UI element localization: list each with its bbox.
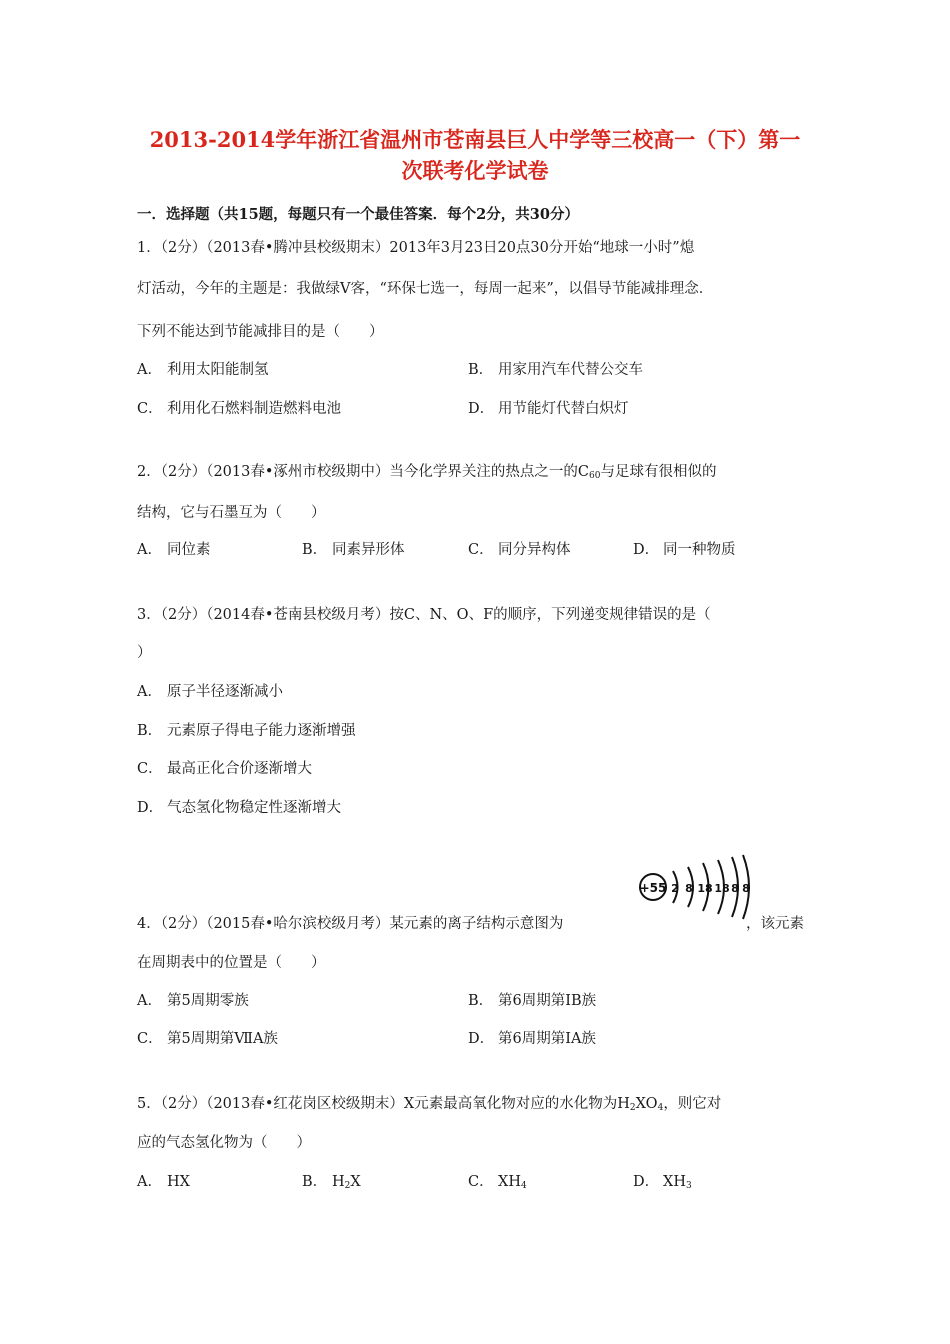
q4-option-b[interactable]: B． 第6周期第IB族 (468, 993, 597, 1009)
shell-3-electrons: 18 (697, 882, 713, 895)
q4-option-a[interactable]: A． 第5周期零族 (137, 993, 249, 1009)
q5-option-d[interactable]: D． $XH_3$ (633, 1174, 692, 1191)
q4-option-d[interactable]: D． 第6周期第IA族 (468, 1031, 596, 1047)
q3-option-a[interactable]: A． 原子半径逐渐减小 (137, 684, 283, 700)
q2-option-b[interactable]: B． 同素异形体 (302, 542, 405, 558)
section-heading: 一．选择题（共15题，每题只有一个最佳答案．每个2分，共30分） (137, 206, 579, 223)
q1-line-3: 下列不能达到节能减排目的是（ ） (137, 324, 384, 340)
shell-6-electrons: 8 (742, 882, 750, 895)
q4-line-1-end: ，该元素 (746, 916, 804, 932)
shell-2-electrons: 8 (685, 882, 693, 895)
q5-option-a[interactable]: A． HX (137, 1174, 190, 1190)
page-title (90, 124, 860, 186)
q1-line-2: 灯活动，今年的主题是：我做绿V客，“环保七选一，每周一起来”，以倡导节能减排理念． (137, 281, 714, 297)
q3-line-1: 3．（2分）（2014春•苍南县校级月考）按C、N、O、F的顺序，下列递变规律错误的是（ (137, 607, 711, 623)
q4-option-c[interactable]: C． 第5周期第ⅦA族 (137, 1031, 278, 1047)
q4-line-2: 在周期表中的位置是（ ） (137, 955, 326, 971)
q5-option-c[interactable]: C． $XH_4$ (468, 1174, 527, 1191)
shell-1-electrons: 2 (671, 882, 679, 895)
title-line-1: 2013-2014学年浙江省温州市苍南县巨人中学等三校高一（下）第一 (149, 127, 801, 152)
q3-option-b[interactable]: B． 元素原子得电子能力逐渐增强 (137, 723, 356, 739)
q1-option-b[interactable]: B． 用家用汽车代替公交车 (468, 362, 643, 378)
q3-line-2: ） (137, 645, 152, 661)
q2-option-c[interactable]: C． 同分异构体 (468, 542, 571, 558)
q2-line-2: 结构，它与石墨互为（ ） (137, 505, 326, 521)
q3-option-d[interactable]: D． 气态氢化物稳定性逐渐增大 (137, 800, 341, 816)
q1-option-a[interactable]: A． 利用太阳能制氢 (137, 362, 269, 378)
q5-line-1: 5．（2分）（2013春•红花岗区校级期末）X元素最高氧化物对应的水化物为$H_2XO_4$，则它对 (137, 1096, 722, 1113)
q1-line-1: 1．（2分）（2013春•腾冲县校级期末）2013年3月23日20点30分开始“地球一小时”熄 (137, 240, 695, 256)
nucleus-charge: +55 (639, 881, 667, 895)
q2-option-a[interactable]: A． 同位素 (137, 542, 211, 558)
q1-option-d[interactable]: D． 用节能灯代替白炽灯 (468, 401, 629, 417)
q4-line-1-start: 4．（2分）（2015春•哈尔滨校级月考）某元素的离子结构示意图为 (137, 916, 564, 932)
q2-line-1: 2．（2分）（2013春•涿州市校级期中）当今化学界关注的热点之一的$C_{60}$与足球有很相似的 (137, 464, 717, 481)
shell-5-electrons: 8 (731, 882, 739, 895)
q3-option-c[interactable]: C． 最高正化合价逐渐增大 (137, 761, 312, 777)
title-line-2: 次联考化学试卷 (401, 158, 549, 183)
shell-4-electrons: 18 (714, 882, 730, 895)
ion-structure-diagram (633, 853, 751, 921)
q5-option-b[interactable]: B． $H_2X$ (302, 1174, 361, 1191)
q2-option-d[interactable]: D． 同一种物质 (633, 542, 736, 558)
q5-line-2: 应的气态氢化物为（ ） (137, 1135, 311, 1151)
q1-option-c[interactable]: C． 利用化石燃料制造燃料电池 (137, 401, 341, 417)
